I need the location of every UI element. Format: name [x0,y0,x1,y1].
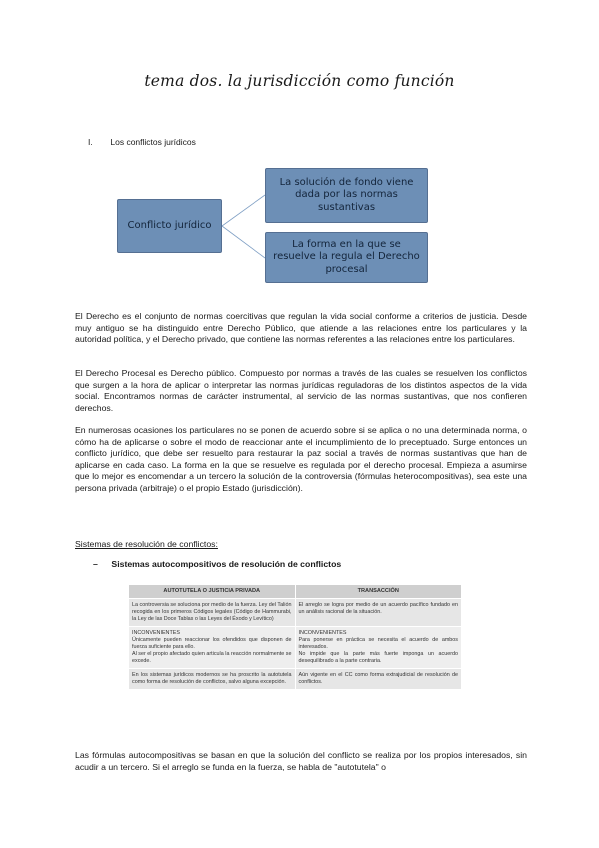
paragraph-2: El Derecho Procesal es Derecho público. Compuesto por normas a través de las cuales se resuelven los conflictos que surgen a la hora de aplicar o interpretar las normas jurídicas reguladoras de los distintos aspectos de la vida social. Encontramos normas de carácter instrumental, al servicio de las normas sustantivas, que nos confieren derechos. [75,368,527,413]
cell-line: La controversia se soluciona por medio de la fuerza. Ley del Talión recogida en los primeros Códigos legales (Código de Hammurabi, la Ley de las Doce Tablas o las Leyes del Éxodo y Levítico) [132,602,292,622]
cell-line: Para ponerse en práctica se necesita el acuerdo de ambos interesados. [298,637,458,650]
table-cell [295,627,462,669]
subheading: Sistemas de resolución de conflictos: [75,539,218,549]
cell-line: INCONVENIENTES [298,630,347,636]
table-cell [295,599,462,627]
cell-line: No impide que la parte más fuerte imponga un acuerdo desequilibrado a la parte contraria. [298,651,458,664]
cell-line: Al ser el propio afectado quien articula la reacción normalmente se excede. [132,651,292,664]
connector-bottom [222,226,265,258]
section-label: Los conflictos jurídicos [110,137,196,147]
section-number: I. [88,137,93,147]
page-title: tema dos. la jurisdicción como función [144,72,455,90]
bullet-dash: – [93,559,98,569]
cell-line: El arreglo se logra por medio de un acuerdo pacífico fundado en un análisis racional de la situación. [298,602,458,615]
paragraph-1: El Derecho es el conjunto de normas coercitivas que regulan la vida social conforme a criterios de justicia. Desde muy antiguo se ha distinguido entre Derecho Público, que atiende a las relaciones entre los particulares y la autoridad política, y el Derecho privado, que contiene las normas referentes a las relaciones entre los particulares. [75,311,527,345]
diagram-top-box: La solución de fondo viene dada por las normas sustantivas [265,168,428,223]
bullet-item [93,559,341,569]
comparison-table [128,584,462,690]
cell-line: Aún vigente en el CC como forma extrajudicial de resolución de conflictos. [298,672,458,685]
cell-line: En los sistemas jurídicos modernos se ha proscrito la autotutela como forma de resolución de conflictos, salvo alguna excepción. [132,672,292,685]
table-header-transaccion: TRANSACCIÓN [295,585,462,599]
table-cell [295,669,462,690]
table-cell [129,627,296,669]
table-header-autotutela: AUTOTUTELA O JUSTICIA PRIVADA [129,585,296,599]
connector-top [222,195,265,226]
diagram-bottom-box: La forma en la que se resuelve la regula el Derecho procesal [265,232,428,283]
closing-paragraph: Las fórmulas autocompositivas se basan en que la solución del conflicto se realiza por los propios interesados, sin acudir a un tercero. Si el arreglo se funda en la fuerza, se habla de "autotutela" o [75,750,527,772]
cell-line: Únicamente pueden reaccionar los ofendidos que disponen de fuerza suficiente para ello. [132,637,292,650]
table-cell [129,669,296,690]
paragraph-3: En numerosas ocasiones los particulares no se ponen de acuerdo sobre si se aplica o no una determinada norma, o cómo ha de aplicarse o sobre el modo de reaccionar ante el incumplimiento de lo preceptuado. Surge entonces un conflicto jurídico, que debe ser resuelto para restaurar la paz social a través de normas sustantivas que han de aplicarse en cada caso. La forma en la que se resuelve es regulada por el derecho procesal. Empieza a asumirse que lo mejor es encomendar a un tercero la solución de la controversia (fórmulas heterocompositivas), sea este una persona privada (arbitraje) o el propio Estado (jurisdicción). [75,425,527,493]
cell-line: INCONVENIENTES [132,630,180,636]
diagram-center-box: Conflicto jurídico [117,199,222,253]
table-header-row [129,585,462,599]
table-row [129,627,462,669]
table-row [129,669,462,690]
bullet-text: Sistemas autocompositivos de resolución de conflictos [111,559,342,569]
table-cell [129,599,296,627]
table-row [129,599,462,627]
